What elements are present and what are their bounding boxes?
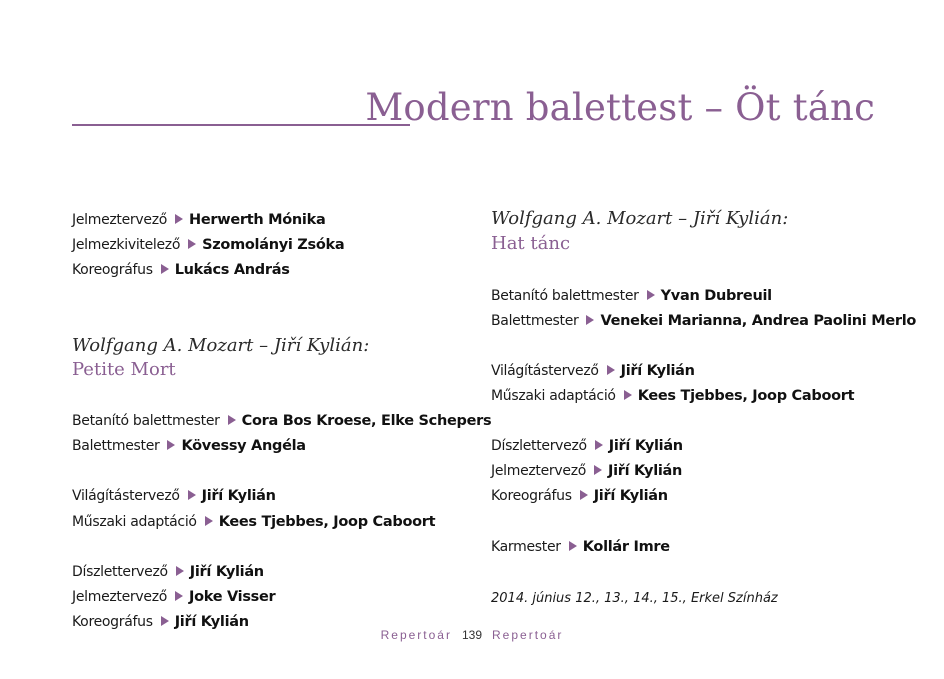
credit-role: Koreográfus [72,614,153,630]
credit-row [72,436,306,456]
triangle-right-icon [188,490,196,500]
credit-role: Jelmeztervező [72,589,168,605]
triangle-right-icon [580,490,588,500]
credit-row [491,311,916,331]
credit-role: Díszlettervező [491,438,587,454]
credit-role: Díszlettervező [72,564,168,580]
page-number: 139 [461,628,483,642]
credit-role: Koreográfus [72,262,153,278]
credit-name: Herwerth Mónika [189,212,326,228]
credit-role: Világítástervező [491,363,599,379]
triangle-right-icon [595,440,603,450]
credit-role: Műszaki adaptáció [72,514,197,530]
credit-name: Lukács András [174,262,290,278]
credit-row [72,235,344,255]
triangle-right-icon [205,516,213,526]
credit-row [72,260,290,280]
credit-row [491,386,854,406]
triangle-right-icon [607,365,615,375]
credit-role: Jelmezkivitelező [72,237,181,253]
credit-role: Betanító balettmester [491,288,639,304]
triangle-right-icon [624,390,632,400]
credit-row [72,587,275,607]
credit-role: Műszaki adaptáció [491,388,616,404]
triangle-right-icon [647,290,655,300]
page-title: Modern balettest – Öt tánc [365,86,875,129]
triangle-right-icon [175,591,183,601]
credit-name: Jiří Kylián [608,438,683,454]
work-author: Wolfgang A. Mozart – Jiří Kylián: [491,208,789,229]
credit-role: Jelmeztervező [491,463,587,479]
triangle-right-icon [586,315,594,325]
work-author: Wolfgang A. Mozart – Jiří Kylián: [72,335,370,356]
credit-role: Balettmester [491,313,579,329]
credit-name: Szomolányi Zsóka [202,237,345,253]
credit-row [491,436,683,456]
credit-row [72,512,435,532]
credit-role: Betanító balettmester [72,413,220,429]
triangle-right-icon [188,239,196,249]
credit-row [491,461,682,481]
triangle-right-icon [569,541,577,551]
credit-row [72,411,491,431]
credit-role: Balettmester [72,438,160,454]
credit-role: Koreográfus [491,488,572,504]
footer-section-label: Repertoár [380,628,452,642]
credit-row [72,486,276,506]
credit-row [491,286,772,306]
credit-role: Karmester [491,539,561,555]
triangle-right-icon [161,264,169,274]
work-title: Petite Mort [72,359,176,380]
credit-name: Jiří Kylián [174,614,249,630]
credit-name: Jiří Kylián [189,564,264,580]
credit-name: Kövessy Angéla [181,438,306,454]
credit-name: Kollár Imre [582,539,670,555]
credit-name: Jiří Kylián [608,463,683,479]
credit-name: Cora Bos Kroese, Elke Schepers [241,413,492,429]
footer-section-label: Repertoár [492,628,564,642]
triangle-right-icon [175,214,183,224]
work-title: Hat tánc [491,233,571,254]
credit-role: Világítástervező [72,488,180,504]
triangle-right-icon [594,465,602,475]
performance-dates: 2014. június 12., 13., 14., 15., Erkel Színház [491,591,778,606]
credit-name: Jiří Kylián [201,488,276,504]
credit-row [72,562,264,582]
credit-row [72,210,325,230]
credit-name: Yvan Dubreuil [660,288,772,304]
triangle-right-icon [176,566,184,576]
credit-name: Joke Visser [189,589,276,605]
credit-name: Kees Tjebbes, Joop Caboort [218,514,436,530]
triangle-right-icon [161,616,169,626]
credit-row [491,486,668,506]
credit-name: Jiří Kylián [593,488,668,504]
triangle-right-icon [167,440,175,450]
triangle-right-icon [228,415,236,425]
credit-row [491,361,695,381]
credit-role: Jelmeztervező [72,212,168,228]
page-footer [0,628,944,642]
credit-name: Venekei Marianna, Andrea Paolini Merlo [600,313,917,329]
title-rule [72,124,410,126]
credit-name: Jiří Kylián [620,363,695,379]
credit-name: Kees Tjebbes, Joop Caboort [637,388,855,404]
credit-row [491,537,670,557]
